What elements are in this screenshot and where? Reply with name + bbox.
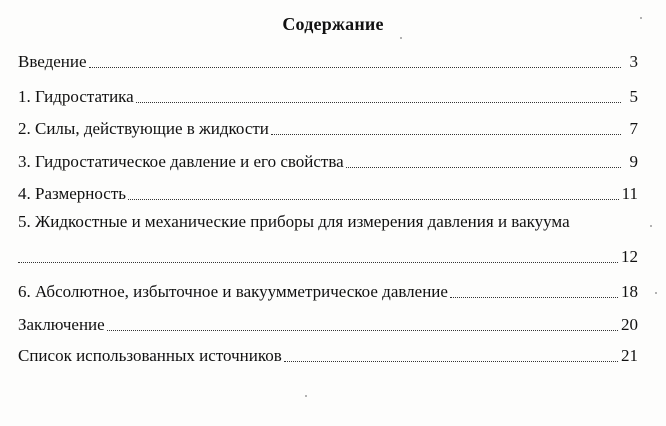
toc-entry-text: 6. Абсолютное, избыточное и вакуумметрическое давление bbox=[18, 282, 448, 301]
toc-entry bbox=[18, 245, 638, 267]
toc-entry-page: 11 bbox=[621, 184, 638, 203]
scan-speck bbox=[305, 395, 307, 397]
toc-entry bbox=[18, 50, 638, 72]
scan-speck bbox=[650, 225, 652, 227]
toc-leader-dots bbox=[18, 261, 618, 263]
toc-leader-dots bbox=[271, 133, 621, 135]
toc-entry bbox=[18, 150, 638, 172]
toc-entry bbox=[18, 313, 638, 335]
toc-entry-text: 4. Размерность bbox=[18, 184, 127, 203]
toc-leader-dots bbox=[107, 329, 618, 331]
toc-entry-page: 9 bbox=[629, 152, 638, 171]
scan-speck bbox=[655, 292, 657, 294]
toc-entry bbox=[18, 182, 638, 204]
toc-leader-dots bbox=[89, 66, 621, 68]
scan-speck bbox=[640, 17, 642, 19]
toc-leader-dots bbox=[128, 198, 619, 200]
toc-entry-page: 21 bbox=[621, 346, 638, 365]
toc-entry bbox=[18, 280, 638, 302]
toc-entry bbox=[18, 344, 638, 366]
toc-entry bbox=[18, 85, 638, 107]
toc-entry-text: 2. Силы, действующие в жидкости bbox=[18, 119, 269, 138]
toc-leader-dots bbox=[284, 360, 618, 362]
toc-entry-text: Введение bbox=[18, 52, 87, 71]
toc-entry-text: 1. Гидростатика bbox=[18, 87, 134, 106]
scan-speck bbox=[400, 37, 402, 39]
toc-entry-text: 5. Жидкостные и механические приборы для измерения давления и вакуума bbox=[18, 212, 570, 231]
toc-entry-text: Список использованных источников bbox=[18, 346, 282, 365]
toc-title: Содержание bbox=[282, 14, 384, 34]
toc-entry-page: 3 bbox=[629, 52, 638, 71]
toc-entry-page: 7 bbox=[629, 119, 638, 138]
toc-entry-page: 5 bbox=[629, 87, 638, 106]
toc-leader-dots bbox=[346, 166, 621, 168]
toc-entry-text: Заключение bbox=[18, 315, 105, 334]
toc-entry-page: 20 bbox=[621, 315, 638, 334]
toc-entry-text: 3. Гидростатическое давление и его свойства bbox=[18, 152, 344, 171]
toc-entry-page: 12 bbox=[621, 247, 638, 266]
toc-entry-page: 18 bbox=[621, 282, 638, 301]
toc-leader-dots bbox=[450, 296, 618, 298]
toc-leader-dots bbox=[136, 101, 621, 103]
toc-entry bbox=[18, 117, 638, 139]
